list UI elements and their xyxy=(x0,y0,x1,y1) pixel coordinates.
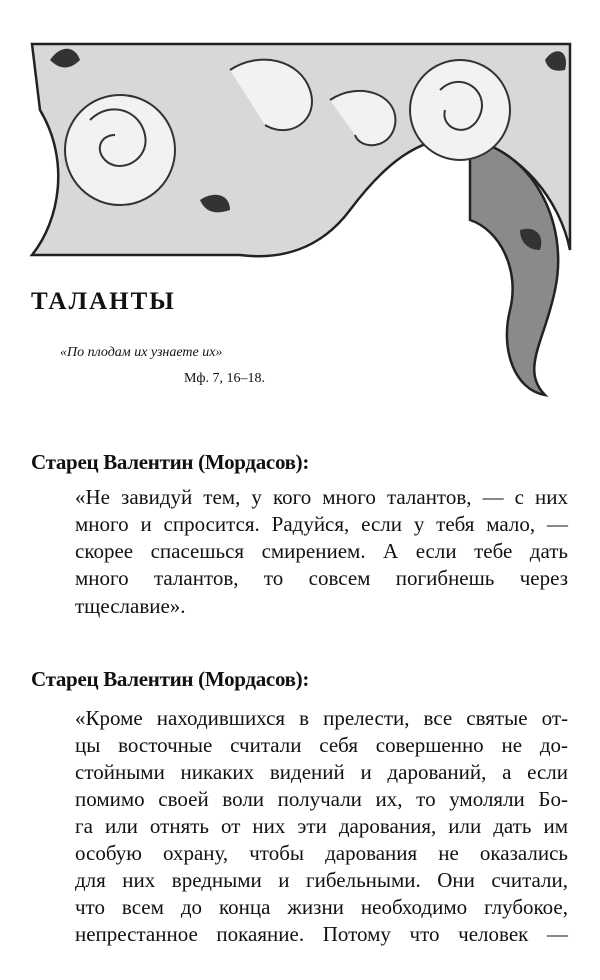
entry-line: стойными никаких видений и дарований, а если xyxy=(75,760,568,784)
entry-author: Старец Валентин (Мордасов): xyxy=(31,450,310,474)
entry-line: «Кроме находившихся в прелести, все святые от- xyxy=(75,706,568,730)
entry-line: что всем до конца жизни необходимо глубокое, xyxy=(75,895,568,919)
entry-line: для них вредными и гибельными. Они считали, xyxy=(75,868,568,892)
entry-author: Старец Валентин (Мордасов): xyxy=(31,667,310,691)
entry-line: много талантов, то совсем погибнешь через xyxy=(75,566,568,590)
entry-line: много и спросится. Радуйся, если у тебя мало, — xyxy=(75,512,568,536)
epigraph-reference: Мф. 7, 16–18. xyxy=(183,371,265,386)
entry-line: га или отнять от них эти дарования, или дать им xyxy=(75,814,568,838)
entry-line: непрестанное покаяние. Потому что человек — xyxy=(75,922,568,946)
entry-line: помимо своей воли получали их, то умоляли Бо- xyxy=(75,787,568,811)
epigraph-quote: «По плодам их узнаете их» xyxy=(60,345,223,360)
entry-line: «Не завидуй тем, у кого много талантов, — с них xyxy=(75,485,568,509)
chapter-title: ТАЛАНТЫ xyxy=(31,288,176,315)
entry-line: особую охрану, чтобы дарования не оказались xyxy=(75,841,568,865)
entry-line: скорее спасешься смирением. А если тебе дать xyxy=(75,539,568,563)
entry-line: тщеславие». xyxy=(75,594,186,618)
entry-line: цы восточные считали себя совершенно не до- xyxy=(75,733,568,757)
